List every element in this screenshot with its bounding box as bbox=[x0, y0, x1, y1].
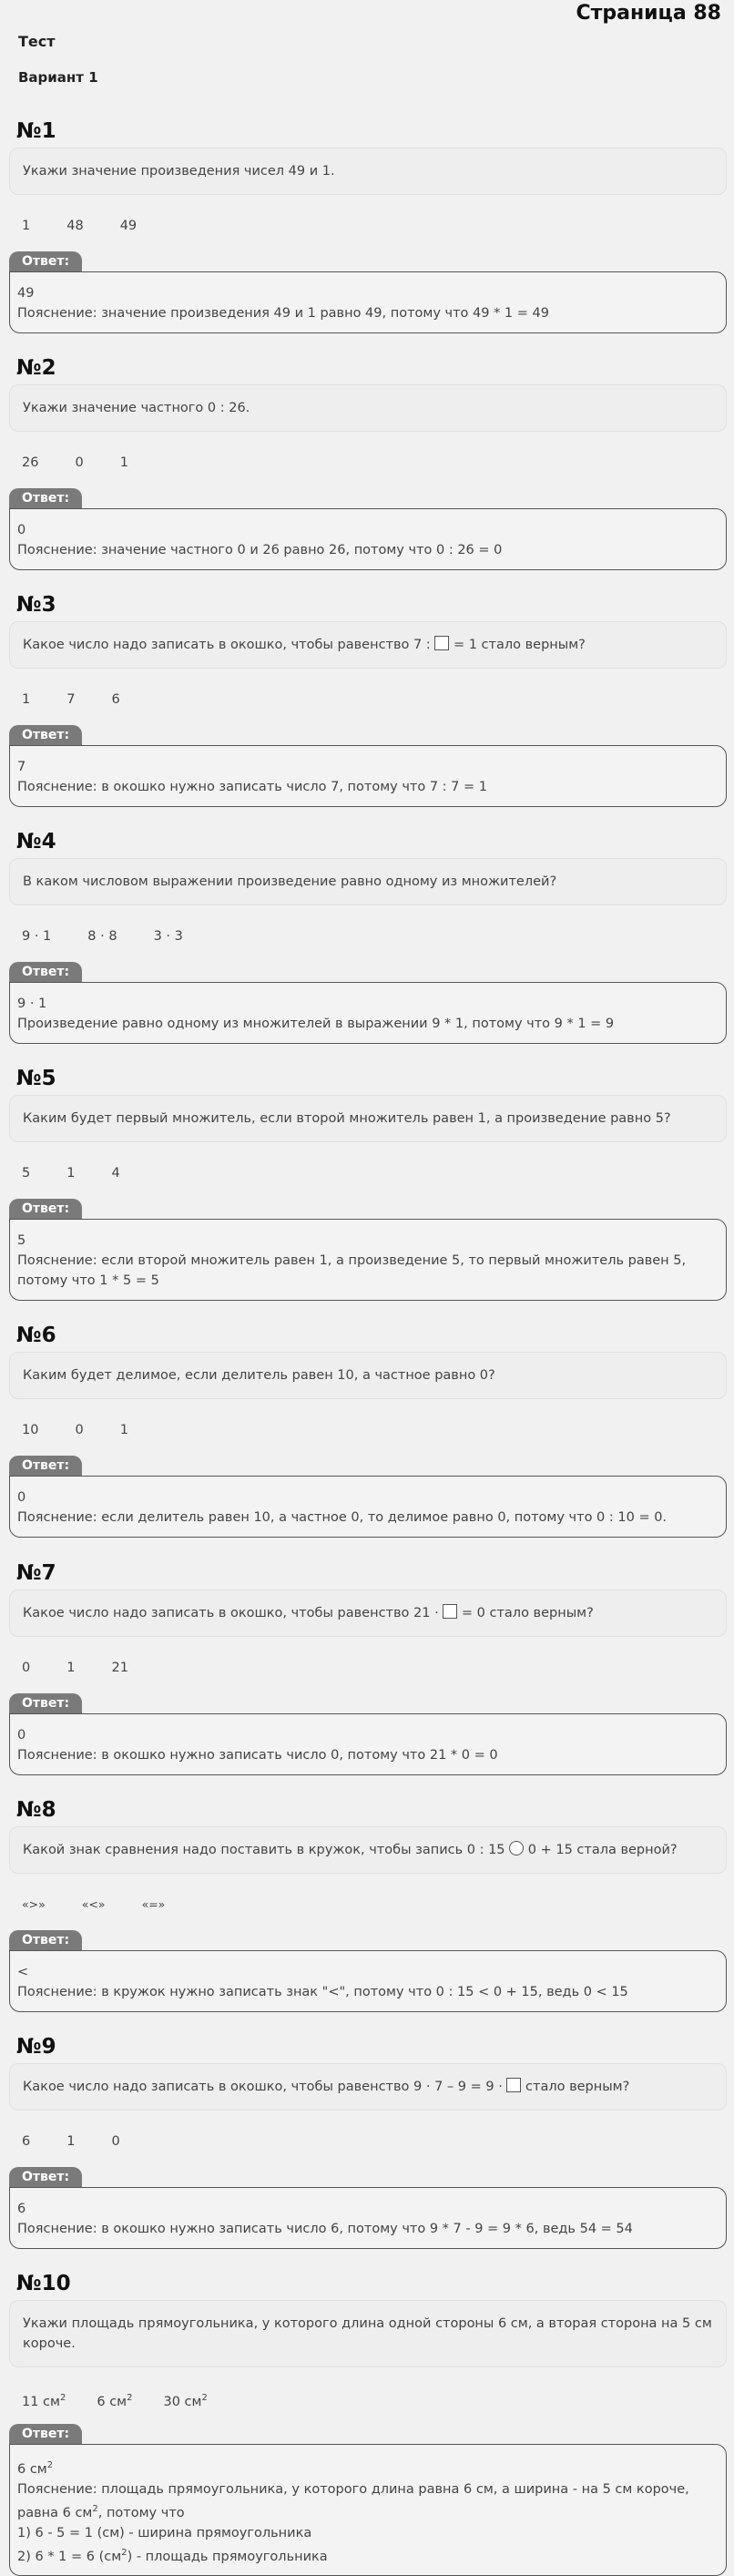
answer-box bbox=[9, 2187, 727, 2249]
option-sup: 2 bbox=[127, 2393, 133, 2403]
option[interactable]: 0 bbox=[111, 2134, 120, 2149]
task-number: №4 bbox=[16, 830, 56, 854]
answer-label: Ответ: bbox=[9, 1930, 82, 1950]
blank-circle-icon bbox=[509, 1841, 524, 1855]
answer-label: Ответ: bbox=[9, 1199, 82, 1219]
answer-value: 49 bbox=[17, 286, 35, 301]
answer-explanation: Пояснение: в кружок нужно записать знак "<", потому что 0 : 15 < 0 + 15, ведь 0 < 15 bbox=[17, 1985, 628, 1999]
option[interactable]: «<» bbox=[81, 1897, 106, 1911]
answer-box bbox=[9, 982, 727, 1044]
task-9 bbox=[9, 2032, 727, 2249]
answer-box bbox=[9, 1219, 727, 1301]
blank-box-icon bbox=[443, 1604, 457, 1619]
answer-value: 0 bbox=[17, 1728, 26, 1743]
option[interactable] bbox=[163, 2387, 207, 2409]
option-text: 6 см bbox=[97, 2394, 127, 2409]
options-row bbox=[9, 2387, 727, 2409]
option[interactable]: 1 bbox=[119, 455, 128, 470]
page-number: Страница 88 bbox=[576, 2, 721, 25]
question-box bbox=[9, 148, 727, 195]
option[interactable]: «=» bbox=[141, 1897, 166, 1911]
task-number: №9 bbox=[16, 2035, 56, 2059]
question-text: Какой знак сравнения надо поставить в кружок, чтобы запись 0 : 15 bbox=[23, 1843, 505, 1857]
answer-label: Ответ: bbox=[9, 2167, 82, 2187]
option-sup: 2 bbox=[59, 2393, 66, 2403]
task-8 bbox=[9, 1795, 727, 2012]
answer-label: Ответ: bbox=[9, 962, 82, 982]
question-text: Укажи значение произведения чисел 49 и 1. bbox=[23, 164, 335, 179]
answer-label: Ответ: bbox=[9, 725, 82, 745]
answer-explanation: Пояснение: значение произведения 49 и 1 равно 49, потому что 49 * 1 = 49 bbox=[17, 306, 549, 321]
question-box bbox=[9, 2300, 727, 2367]
question-text: 0 + 15 стала верной? bbox=[527, 1843, 678, 1857]
options-row bbox=[9, 1419, 727, 1441]
options-row bbox=[9, 215, 727, 237]
answer-box bbox=[9, 508, 727, 570]
test-title: Тест bbox=[18, 33, 56, 50]
option[interactable]: 7 bbox=[66, 692, 76, 707]
question-box bbox=[9, 2063, 727, 2111]
answer-value: 5 bbox=[17, 1233, 26, 1248]
option[interactable]: «>» bbox=[22, 1897, 46, 1911]
answer-value: 0 bbox=[17, 523, 26, 537]
answer-explanation: Пояснение: если второй множитель равен 1, а произведение 5, то первый множитель равен 5, потому что 1 * 5 = 5 bbox=[17, 1253, 687, 1288]
answer-box bbox=[9, 1713, 727, 1775]
question-text: Укажи значение частного 0 : 26. bbox=[23, 401, 250, 415]
option[interactable]: 1 bbox=[119, 1423, 128, 1437]
answer-box bbox=[9, 271, 727, 333]
option[interactable] bbox=[97, 2387, 132, 2409]
question-text: Каким будет делимое, если делитель равен 10, а частное равно 0? bbox=[23, 1368, 495, 1383]
question-box bbox=[9, 1826, 727, 1874]
answer-explanation: Пояснение: в окошко нужно записать число 0, потому что 21 * 0 = 0 bbox=[17, 1748, 498, 1763]
task-number: №7 bbox=[16, 1561, 56, 1585]
task-number: №8 bbox=[16, 1798, 56, 1822]
options-row bbox=[9, 689, 727, 710]
answer-value: < bbox=[17, 1965, 29, 1979]
task-number: №3 bbox=[16, 593, 56, 617]
option-sup: 2 bbox=[201, 2393, 208, 2403]
task-number: №6 bbox=[16, 1324, 56, 1347]
option[interactable]: 6 bbox=[111, 692, 120, 707]
option[interactable]: 49 bbox=[119, 219, 138, 233]
answer-box bbox=[9, 2444, 727, 2576]
option[interactable]: 0 bbox=[75, 455, 84, 470]
options-row bbox=[9, 1162, 727, 1184]
options-row bbox=[9, 925, 727, 947]
answer-explanation: Пояснение: в окошко нужно записать число 7, потому что 7 : 7 = 1 bbox=[17, 780, 487, 794]
blank-box-icon bbox=[506, 2078, 521, 2092]
task-7 bbox=[9, 1559, 727, 1775]
option[interactable]: 4 bbox=[111, 1166, 120, 1181]
answer-explanation: Произведение равно одному из множителей в выражении 9 * 1, потому что 9 * 1 = 9 bbox=[17, 1017, 615, 1031]
answer-sup: 2 bbox=[46, 2460, 54, 2470]
option[interactable]: 10 bbox=[22, 1423, 39, 1437]
blank-box-icon bbox=[434, 636, 449, 650]
question-text: Каким будет первый множитель, если второй множитель равен 1, а произведение равно 5? bbox=[23, 1111, 671, 1126]
answer-value: 6 bbox=[17, 2202, 26, 2216]
option-text: 30 см bbox=[163, 2394, 202, 2409]
option[interactable]: 1 bbox=[22, 219, 31, 233]
explanation-line: 2) 6 * 1 = 6 $(см^2)$ - площадь прямоугольника bbox=[17, 2547, 328, 2564]
task-1 bbox=[9, 117, 727, 333]
option[interactable]: 1 bbox=[66, 1166, 76, 1181]
explanation-sup: 2 bbox=[92, 2503, 98, 2514]
variant-label: Вариант 1 bbox=[18, 69, 98, 86]
option[interactable]: 1 bbox=[22, 692, 31, 707]
answer-label: Ответ: bbox=[9, 488, 82, 508]
answer-value: 0 bbox=[17, 1490, 26, 1505]
question-text: Укажи площадь прямоугольника, у которого длина одной стороны 6 см, а вторая сторона на 5 см короче. bbox=[23, 2316, 712, 2351]
question-text: Какое число надо записать в окошко, чтобы равенство 7 : bbox=[23, 638, 431, 652]
options-row bbox=[9, 1894, 727, 1916]
option[interactable]: 1 bbox=[66, 1661, 76, 1675]
option[interactable]: 0 bbox=[22, 1661, 31, 1675]
option[interactable]: 3 · 3 bbox=[153, 929, 183, 944]
answer-label: Ответ: bbox=[9, 1456, 82, 1476]
options-row bbox=[9, 1657, 727, 1679]
question-box bbox=[9, 621, 727, 669]
option[interactable]: 48 bbox=[66, 219, 84, 233]
question-box bbox=[9, 1095, 727, 1142]
task-4 bbox=[9, 827, 727, 1044]
options-row bbox=[9, 452, 727, 474]
question-text: стало верным? bbox=[525, 2080, 630, 2094]
question-text: Какое число надо записать в окошко, чтобы равенство 9 · 7 – 9 = 9 · bbox=[23, 2080, 503, 2094]
option[interactable]: 21 bbox=[111, 1661, 128, 1675]
option-text: 11 см bbox=[22, 2394, 60, 2409]
task-number: №2 bbox=[16, 356, 56, 380]
question-box bbox=[9, 384, 727, 432]
question-box bbox=[9, 858, 727, 905]
answer-label: Ответ: bbox=[9, 2424, 82, 2444]
options-row bbox=[9, 2131, 727, 2152]
answer-explanation: Пояснение: в окошко нужно записать число 6, потому что 9 * 7 - 9 = 9 * 6, ведь 54 = 54 bbox=[17, 2222, 633, 2236]
task-5 bbox=[9, 1064, 727, 1301]
question-text: = 1 стало верным? bbox=[453, 638, 586, 652]
task-6 bbox=[9, 1321, 727, 1538]
explanation-line: 1) 6 - 5 = 1 (см) - ширина прямоугольника bbox=[17, 2525, 312, 2540]
option[interactable]: 9 · 1 bbox=[22, 929, 52, 944]
option[interactable]: 6 bbox=[22, 2134, 31, 2149]
answer-box bbox=[9, 1476, 727, 1538]
answer-box bbox=[9, 745, 727, 807]
answer-explanation: Пояснение: площадь прямоугольника, у которого длина равна 6 см, а ширина - на 5 см короче, равна 6 $см^2$, потому что bbox=[17, 2481, 689, 2520]
option[interactable]: 5 bbox=[22, 1166, 31, 1181]
explanation-sup: 2 bbox=[121, 2547, 127, 2558]
task-10 bbox=[9, 2269, 727, 2576]
option[interactable] bbox=[22, 2387, 66, 2409]
answer-value: 6 $см^2$ bbox=[17, 2460, 54, 2477]
answer-value: 9 · 1 bbox=[17, 997, 47, 1011]
question-text: Какое число надо записать в окошко, чтобы равенство 21 · bbox=[23, 1606, 439, 1620]
task-number: №10 bbox=[16, 2272, 71, 2295]
answer-label: Ответ: bbox=[9, 1693, 82, 1713]
question-box bbox=[9, 1590, 727, 1637]
question-box bbox=[9, 1352, 727, 1399]
answer-explanation: Пояснение: значение частного 0 и 26 равно 26, потому что 0 : 26 = 0 bbox=[17, 543, 503, 557]
option[interactable]: 26 bbox=[22, 455, 39, 470]
answer-value: 7 bbox=[17, 760, 26, 774]
answer-explanation: Пояснение: если делитель равен 10, а частное 0, то делимое равно 0, потому что 0 : 10 = 0. bbox=[17, 1510, 668, 1525]
option[interactable]: 1 bbox=[66, 2134, 76, 2149]
task-3 bbox=[9, 590, 727, 807]
question-text: В каком числовом выражении произведение равно одному из множителей? bbox=[23, 874, 557, 889]
answer-box bbox=[9, 1950, 727, 2012]
task-number: №5 bbox=[16, 1067, 56, 1090]
task-number: №1 bbox=[16, 119, 56, 143]
question-text: = 0 стало верным? bbox=[461, 1606, 594, 1620]
task-2 bbox=[9, 353, 727, 570]
answer-label: Ответ: bbox=[9, 251, 82, 271]
option[interactable]: 8 · 8 bbox=[87, 929, 117, 944]
option[interactable]: 0 bbox=[75, 1423, 84, 1437]
